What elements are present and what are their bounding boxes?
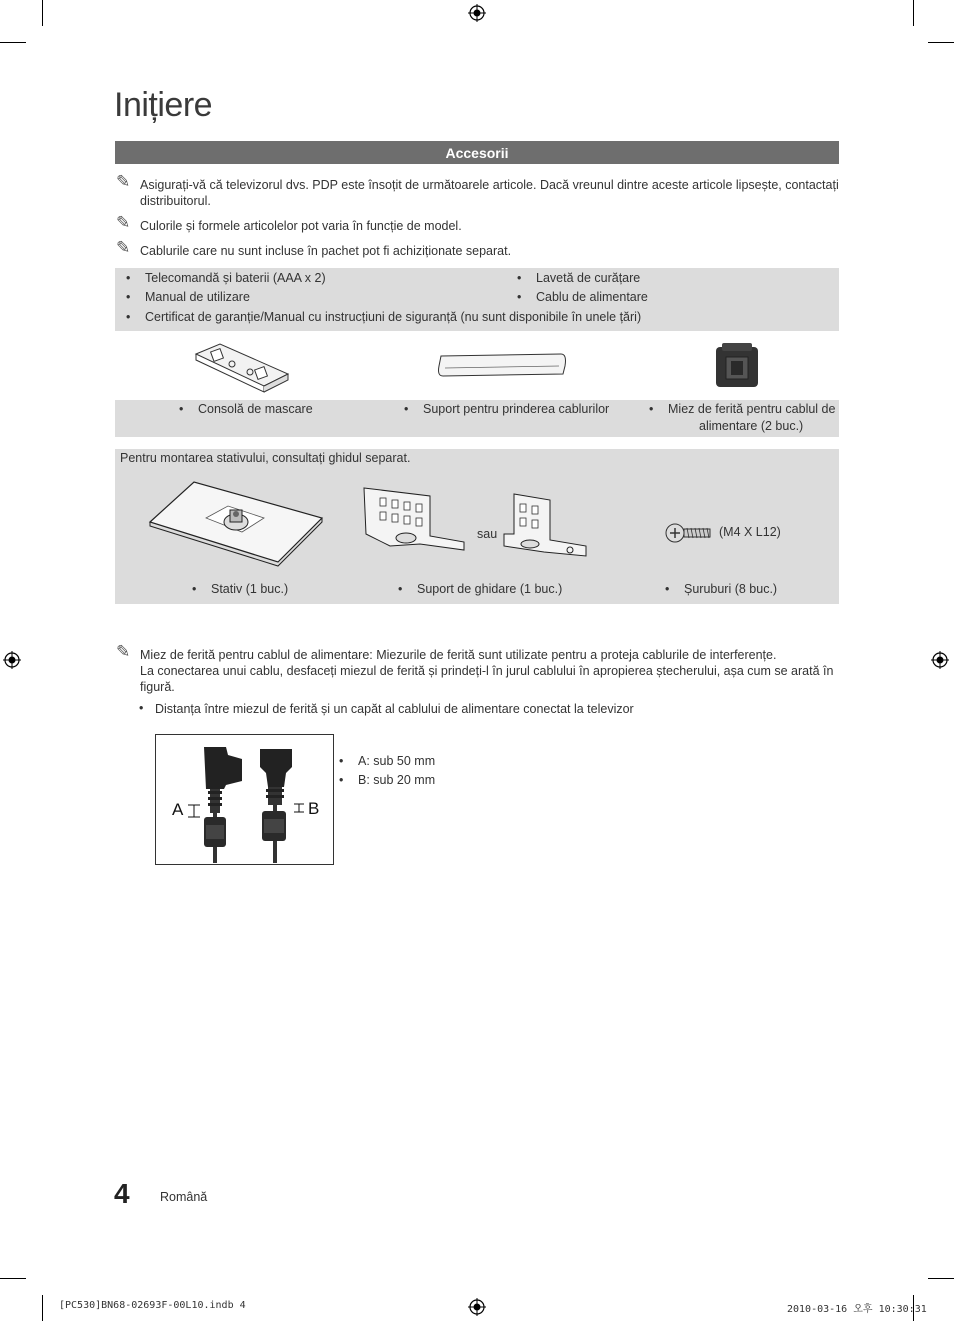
- registration-mark-icon: [468, 4, 486, 22]
- ferrite-note-line1: Miez de ferită pentru cablul de alimentare: Miezurile de ferită sunt utilizate pentru a proteja cablurile de interferențe.: [140, 648, 777, 662]
- pencil-note-icon: ✎: [116, 238, 131, 257]
- list-item: • B: sub 20 mm: [358, 773, 435, 787]
- list-item: • Suport pentru prinderea cablurilor: [423, 402, 609, 416]
- ferrite-note-line2: La conectarea unui cablu, desfaceți miezul de ferită și prindeți-l în jurul cablului în apropierea ștecherului, așa cum se arată în figură.: [140, 664, 834, 694]
- list-item: • Manual de utilizare: [145, 290, 250, 304]
- list-item: • Miez de ferită pentru cablul de: [668, 402, 835, 416]
- masking-console-icon: [192, 340, 292, 392]
- or-label: sau: [477, 527, 498, 541]
- screw-icon: [665, 522, 713, 544]
- page-title: Inițiere: [114, 86, 213, 124]
- crop-mark: [928, 1278, 954, 1279]
- list-item-continuation: alimentare (2 buc.): [699, 419, 804, 433]
- list-item: • Consolă de mascare: [198, 402, 313, 416]
- crop-mark: [0, 1278, 26, 1279]
- ferrite-core-icon: [714, 341, 760, 391]
- stand-intro: Pentru montarea stativului, consultați ghidul separat.: [120, 451, 411, 465]
- note-text: Culorile și formele articolelor pot varia în funcție de model.: [140, 219, 462, 233]
- dimension-b-icon: [292, 803, 306, 813]
- note: [116, 238, 840, 259]
- crop-mark: [42, 0, 43, 26]
- registration-mark-icon: [931, 651, 949, 669]
- crop-mark: [42, 1295, 43, 1321]
- power-plug-icon: [196, 745, 256, 863]
- crop-mark: [913, 0, 914, 26]
- page-language: Română: [160, 1190, 208, 1204]
- screw-spec: (M4 X L12): [719, 525, 781, 539]
- pencil-note-icon: ✎: [116, 172, 131, 191]
- guide-stand-alt-icon: [500, 490, 588, 562]
- list-item: • Certificat de garanție/Manual cu instrucțiuni de siguranță (nu sunt disponibile în unele țări): [145, 310, 641, 324]
- registration-mark-icon: [468, 1298, 486, 1316]
- list-item: • Șuruburi (8 buc.): [684, 582, 777, 596]
- print-date-info: 2010-03-16 오후 10:30:31: [787, 1304, 927, 1315]
- bullet-dot: •: [139, 701, 144, 715]
- note-text: Asigurați-vă că televizorul dvs. PDP este însoțit de următoarele articole. Dacă vreunul dintre aceste articole lipsește, contactați distribuitorul.: [140, 178, 839, 208]
- note: [116, 172, 840, 209]
- ferrite-bullet: Distanța între miezul de ferită și un capăt al cablului de alimentare conectat la televizor: [155, 702, 634, 716]
- note: [116, 213, 840, 234]
- dimension-a-icon: [186, 803, 202, 819]
- pencil-note-icon: ✎: [116, 213, 131, 232]
- crop-mark: [928, 42, 954, 43]
- note-text: Cablurile care nu sunt incluse în pachet pot fi achiziționate separat.: [140, 244, 512, 258]
- label-a: A: [172, 800, 184, 819]
- ferrite-note: [116, 642, 840, 695]
- pencil-note-icon: ✎: [116, 642, 131, 661]
- cable-holder-icon: [437, 352, 567, 378]
- crop-mark: [0, 42, 26, 43]
- list-item: • Stativ (1 buc.): [211, 582, 288, 596]
- list-item: • Suport de ghidare (1 buc.): [417, 582, 562, 596]
- page-number: 4: [114, 1178, 130, 1209]
- registration-mark-icon: [3, 651, 21, 669]
- label-b: B: [308, 799, 320, 818]
- print-file-info: [PC530]BN68-02693F-00L10.indb 4: [59, 1300, 246, 1311]
- list-item: • Lavetă de curățare: [536, 271, 640, 285]
- stand-icon: [146, 478, 326, 568]
- list-item: • A: sub 50 mm: [358, 754, 435, 768]
- guide-stand-icon: [360, 484, 466, 554]
- list-item: • Telecomandă și baterii (AAA x 2): [145, 271, 326, 285]
- list-item: • Cablu de alimentare: [536, 290, 648, 304]
- ferrite-figure: [155, 734, 334, 865]
- section-header: Accesorii: [115, 141, 839, 164]
